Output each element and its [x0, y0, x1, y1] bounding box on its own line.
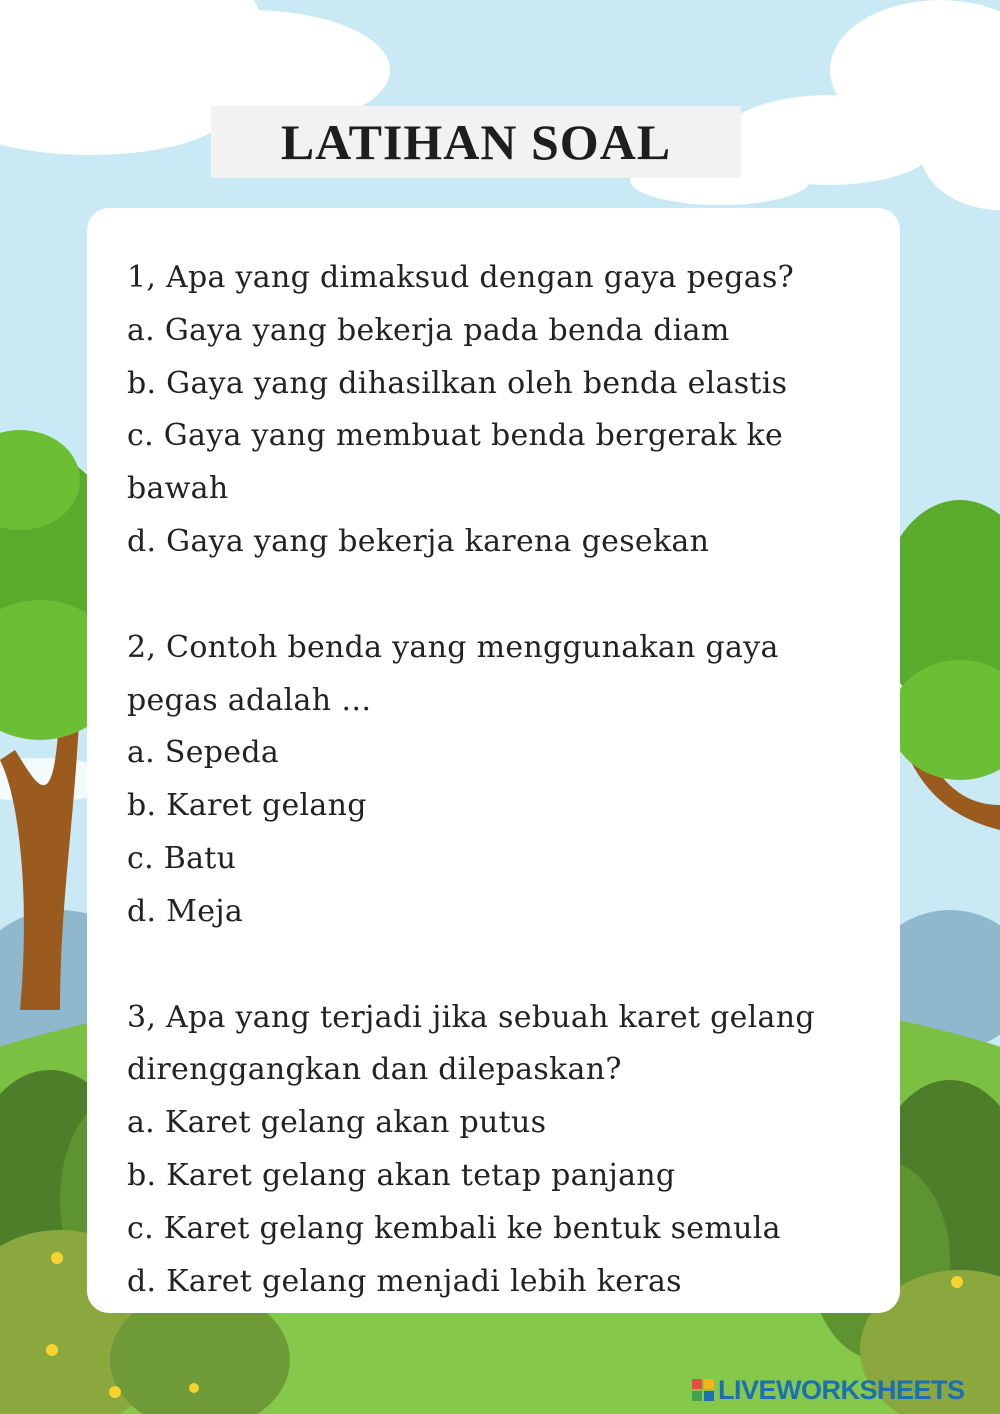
liveworksheets-logo-icon — [692, 1379, 714, 1401]
watermark-text: LIVEWORKSHEETS — [718, 1374, 965, 1405]
answer-option[interactable]: a. Sepeda — [127, 735, 280, 771]
answer-option[interactable]: c. Batu — [127, 840, 237, 876]
answer-option[interactable]: a. Gaya yang bekerja pada benda diam — [127, 312, 730, 348]
answer-option[interactable]: d. Karet gelang menjadi lebih keras — [127, 1263, 682, 1299]
answer-option[interactable]: b. Karet gelang akan tetap panjang — [127, 1157, 676, 1193]
title-banner — [211, 106, 741, 178]
answer-option[interactable]: b. Gaya yang dihasilkan oleh benda elastis — [127, 365, 788, 401]
answer-option[interactable]: d. Gaya yang bekerja karena gesekan — [127, 523, 710, 559]
answer-option[interactable]: c. Gaya yang membuat benda bergerak ke bawah — [127, 418, 784, 507]
answer-option[interactable]: d. Meja — [127, 893, 244, 929]
question-3 — [127, 992, 870, 1309]
liveworksheets-watermark[interactable] — [692, 1373, 965, 1407]
logo-square-icon — [692, 1379, 702, 1389]
question-1 — [127, 252, 870, 569]
question-text: 3, Apa yang terjadi jika sebuah karet gelang direnggangkan dan dilepaskan? — [127, 999, 815, 1088]
page-title: LATIHAN SOAL — [280, 114, 672, 170]
answer-option[interactable]: c. Karet gelang kembali ke bentuk semula — [127, 1210, 781, 1246]
question-text: 2, Contoh benda yang menggunakan gaya pegas adalah … — [127, 629, 779, 718]
logo-square-icon — [704, 1379, 714, 1389]
question-text: 1, Apa yang dimaksud dengan gaya pegas? — [127, 260, 795, 295]
answer-option[interactable]: a. Karet gelang akan putus — [127, 1105, 547, 1141]
logo-square-icon — [692, 1391, 702, 1401]
question-card — [87, 208, 900, 1313]
question-2 — [127, 622, 870, 939]
logo-square-icon — [704, 1391, 714, 1401]
answer-option[interactable]: b. Karet gelang — [127, 788, 367, 824]
